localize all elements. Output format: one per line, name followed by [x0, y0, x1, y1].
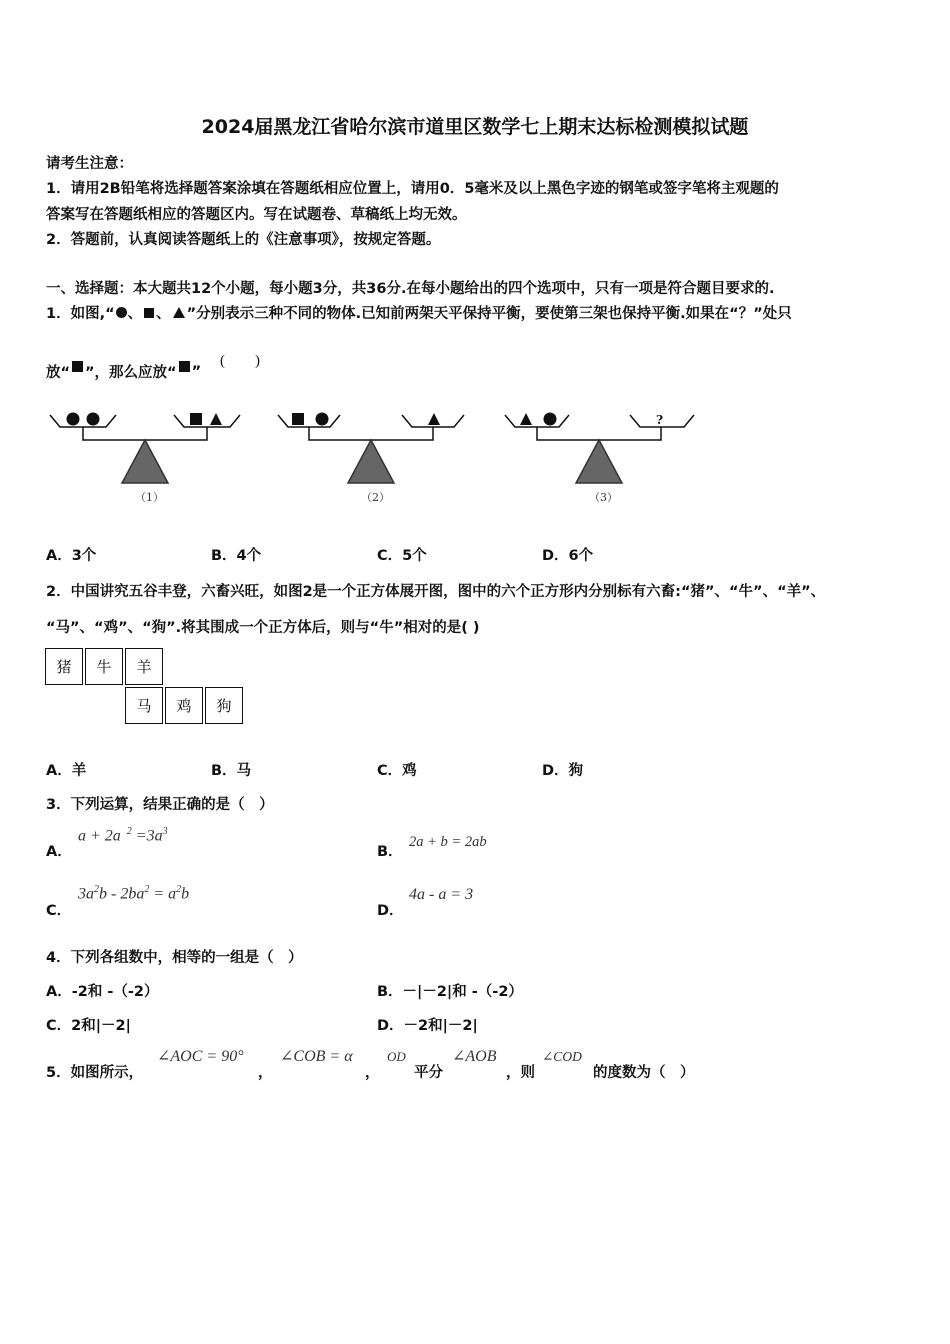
figure-label-2: （2）: [361, 491, 390, 504]
net-cell-chicken: 鸡: [165, 687, 203, 724]
balance-1: [50, 415, 240, 483]
q1-line2-start: 放“: [46, 365, 71, 381]
q4-option-d[interactable]: D．－2和|－2|: [377, 1018, 478, 1034]
q5-angle-aoc: ∠AOC = 90°: [157, 1048, 244, 1065]
expr-part: 3a: [78, 885, 94, 903]
expr-part: a + 2a: [78, 827, 121, 845]
q1-line-2: [46, 361, 201, 382]
net-cell-dog: 狗: [205, 687, 243, 724]
net-cell-ox: 牛: [85, 648, 123, 685]
square-icon: [292, 413, 304, 425]
notice-heading: 请考生注意：: [46, 156, 133, 172]
triangle-icon: [520, 413, 532, 425]
expr-part: b: [181, 885, 190, 903]
figure-label-3: （3）: [589, 491, 618, 504]
q1-stem-end: ”分别表示三种不同的物体.已知前两架天平保持平衡，要使第三架也保持平衡.如果在“？”处只: [186, 306, 792, 322]
q5-od: OD: [387, 1049, 406, 1064]
q1-stem-start: 1．如图,“: [46, 306, 115, 322]
net-cell-sheep: 羊: [125, 648, 163, 685]
q1-line2-mid: ”，那么应放“: [85, 365, 177, 381]
expr-exp: 2: [126, 826, 132, 837]
q2-option-b[interactable]: B．马: [211, 763, 252, 779]
q1-option-d[interactable]: D．6个: [542, 548, 594, 564]
expr-exp: 2: [94, 884, 99, 895]
page-title: 2024届黑龙江省哈尔滨市道里区数学七上期末达标检测模拟试题: [201, 116, 749, 138]
q4-option-a[interactable]: A．-2和 -（-2）: [46, 984, 159, 1000]
triangle-icon: [428, 413, 440, 425]
q4-option-b[interactable]: B．－|－2|和 -（-2）: [377, 984, 523, 1000]
q3-stem: 3．下列运算，结果正确的是（ ）: [46, 797, 274, 813]
balance-2: [278, 415, 464, 483]
balance-figures: [40, 405, 710, 515]
q5-comma-2: ，: [365, 1065, 380, 1081]
triangle-icon: [173, 307, 185, 318]
square-icon: [144, 308, 154, 318]
q5-suffix: 的度数为（ ）: [593, 1065, 695, 1081]
expr-exp: 3: [162, 826, 168, 837]
expr-exp: 2: [176, 884, 182, 895]
expr-exp: 2: [144, 884, 150, 895]
net-cell-horse: 马: [125, 687, 163, 724]
circle-icon: [87, 413, 100, 426]
triangle-icon: [210, 413, 222, 425]
q4-stem: 4．下列各组数中，相等的一组是（ ）: [46, 950, 303, 966]
q3-option-a-label[interactable]: A．: [46, 844, 72, 860]
expr-part: b - 2ba: [99, 885, 145, 903]
square-icon: [72, 361, 83, 372]
q1-option-a[interactable]: A．3个: [46, 548, 97, 564]
q1-sep-2: 、: [156, 306, 171, 322]
balance-3: [505, 415, 694, 483]
q3-option-c-expr[interactable]: [78, 884, 189, 903]
q1-answer-paren: ( ): [220, 353, 260, 369]
q2-line-2: “马”、“鸡”、“狗”.将其围成一个正方体后，则与“牛”相对的是( ): [46, 620, 480, 636]
q3-option-b-label[interactable]: B．: [377, 844, 403, 860]
q2-option-c[interactable]: C．鸡: [377, 763, 417, 779]
q1-line2-end: ”: [191, 363, 202, 380]
notice-line-1: 1．请用2B铅笔将选择题答案涂填在答题纸相应位置上，请用0．5毫米及以上黑色字迹的钢笔或签字笔将主观题的: [46, 181, 779, 197]
q1-stem: [46, 302, 792, 323]
q5-then-text: ，则: [506, 1065, 535, 1081]
circle-icon: [116, 307, 127, 318]
question-mark: ?: [656, 413, 664, 427]
q3-option-a-expr[interactable]: [78, 826, 168, 845]
q5-prefix: 5．如图所示，: [46, 1065, 144, 1081]
q3-option-b-expr[interactable]: 2a + b = 2ab: [409, 834, 487, 850]
q5-comma-1: ，: [258, 1065, 273, 1081]
q3-option-c-label[interactable]: C．: [46, 903, 72, 919]
circle-icon: [544, 413, 557, 426]
q2-option-d[interactable]: D．狗: [542, 763, 584, 779]
q2-option-a[interactable]: A．羊: [46, 763, 87, 779]
circle-icon: [67, 413, 80, 426]
q5-angle-cod: ∠COD: [542, 1049, 582, 1064]
square-icon: [190, 413, 202, 425]
q1-option-c[interactable]: C．5个: [377, 548, 427, 564]
circle-icon: [316, 413, 329, 426]
q4-option-c[interactable]: C．2和|－2|: [46, 1018, 131, 1034]
notice-line-3: 2．答题前，认真阅读答题纸上的《注意事项》，按规定答题。: [46, 232, 441, 248]
q5-angle-cob: ∠COB = α: [280, 1048, 353, 1065]
q1-sep-1: 、: [127, 306, 143, 322]
q5-bisect-text: 平分: [414, 1065, 443, 1081]
q3-option-d-label[interactable]: D．: [377, 903, 404, 919]
section-heading: 一、选择题：本大题共12个小题，每小题3分，共36分.在每小题给出的四个选项中，只有一项是符合题目要求的.: [46, 281, 775, 297]
q5-angle-aob: ∠AOB: [452, 1048, 497, 1065]
notice-line-2: 答案写在答题纸相应的答题区内。写在试题卷、草稿纸上均无效。: [46, 207, 467, 223]
square-icon: [179, 361, 190, 372]
q1-option-b[interactable]: B．4个: [211, 548, 262, 564]
q3-option-d-expr[interactable]: 4a - a = 3: [409, 886, 474, 903]
expr-part: =3a: [131, 827, 163, 845]
q2-line-1: 2．中国讲究五谷丰登，六畜兴旺，如图2是一个正方体展开图，图中的六个正方形内分别标有六畜:“猪”、“牛”、“羊”、: [46, 584, 826, 600]
figure-label-1: （1）: [135, 491, 164, 504]
net-cell-pig: 猪: [45, 648, 83, 685]
expr-part: = a: [149, 885, 177, 903]
